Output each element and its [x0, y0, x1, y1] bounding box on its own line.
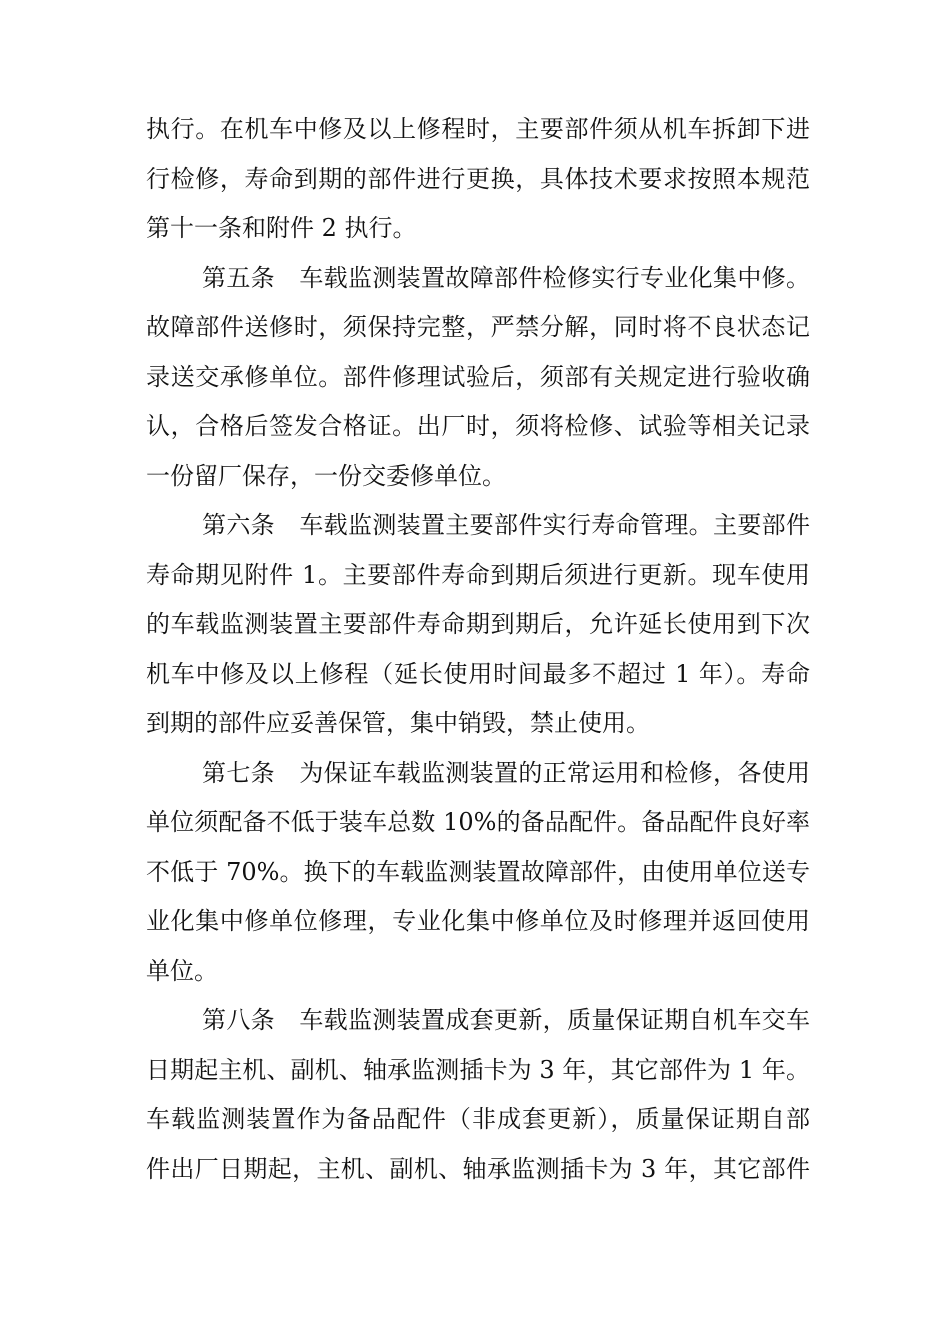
text-line: 机车中修及以上修程（延长使用时间最多不超过 1 年）。寿命 — [146, 659, 810, 688]
text-line: 到期的部件应妥善保管，集中销毁，禁止使用。 — [146, 709, 650, 737]
text-line: 件出厂日期起，主机、副机、轴承监测插卡为 3 年，其它部件 — [146, 1154, 810, 1183]
text-line: 执行。在机车中修及以上修程时，主要部件须从机车拆卸下进 — [146, 115, 810, 143]
text-line: 故障部件送修时，须保持完整，严禁分解，同时将不良状态记 — [146, 313, 810, 341]
text-line: 第十一条和附件 2 执行。 — [146, 214, 417, 242]
text-line: 一份留厂保存，一份交委修单位。 — [146, 461, 506, 490]
article-7-heading-line: 第七条 为保证车载监测装置的正常运用和检修，各使用 — [202, 758, 810, 787]
text-line: 不低于 70%。换下的车载监测装置故障部件，由使用单位送专 — [146, 857, 810, 886]
text-line: 认，合格后签发合格证。出厂时，须将检修、试验等相关记录 — [146, 412, 810, 440]
article-6-heading-line: 第六条 车载监测装置主要部件实行寿命管理。主要部件 — [202, 511, 810, 539]
text-line: 行检修，寿命到期的部件进行更换，具体技术要求按照本规范 — [146, 164, 810, 193]
text-line: 录送交承修单位。部件修理试验后，须部有关规定进行验收确 — [146, 362, 810, 391]
text-line: 寿命期见附件 1。主要部件寿命到期后须进行更新。现车使用 — [146, 560, 810, 589]
text-line: 车载监测装置作为备品配件（非成套更新），质量保证期自部 — [146, 1105, 810, 1133]
article-5-heading-line: 第五条 车载监测装置故障部件检修实行专业化集中修。 — [202, 263, 810, 292]
text-line: 单位须配备不低于装车总数 10%的备品配件。备品配件良好率 — [146, 808, 810, 836]
article-8-heading-line: 第八条 车载监测装置成套更新，质量保证期自机车交车 — [202, 1006, 810, 1034]
text-line: 单位。 — [146, 956, 218, 985]
document-body — [146, 105, 810, 1194]
text-line: 的车载监测装置主要部件寿命期到期后，允许延长使用到下次 — [146, 610, 810, 638]
text-line: 日期起主机、副机、轴承监测插卡为 3 年，其它部件为 1 年。 — [146, 1055, 810, 1084]
text-line: 业化集中修单位修理，专业化集中修单位及时修理并返回使用 — [146, 907, 810, 935]
